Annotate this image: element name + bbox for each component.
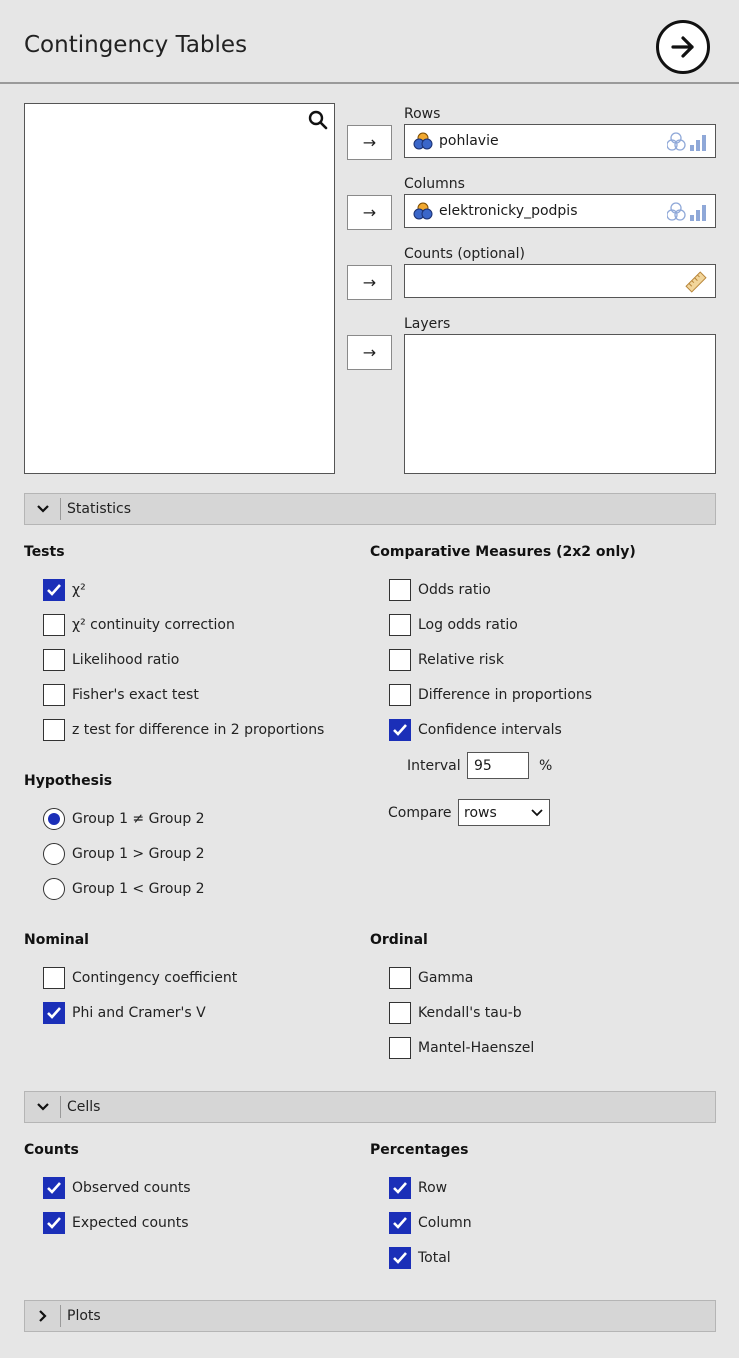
log-odds-ratio-option[interactable]: Log odds ratio: [389, 613, 592, 637]
checkbox-checked[interactable]: [43, 579, 65, 601]
ordinal-group: [389, 966, 534, 1060]
checkbox[interactable]: [43, 649, 65, 671]
plots-section-header[interactable]: [24, 1300, 716, 1332]
nominal-variable-icon: [413, 132, 433, 150]
radio[interactable]: [43, 878, 65, 900]
chevron-down-icon: [531, 809, 543, 817]
arrow-right-circle-icon: [668, 32, 698, 62]
observed-counts-option[interactable]: Observed counts: [43, 1176, 191, 1200]
statistics-section-header[interactable]: [24, 493, 716, 525]
header-divider: [0, 82, 739, 84]
hypothesis-not-equal-option[interactable]: Group 1 ≠ Group 2: [43, 807, 205, 831]
percentages-title: Percentages: [370, 1142, 469, 1158]
checkbox[interactable]: [389, 1037, 411, 1059]
allowed-types-icon: [667, 201, 709, 223]
checkbox[interactable]: [389, 579, 411, 601]
columns-label: Columns: [404, 176, 465, 192]
mantel-haenszel-option[interactable]: Mantel-Haenszel: [389, 1036, 534, 1060]
allowed-types-icon: [667, 131, 709, 153]
ruler-icon: [685, 271, 707, 293]
fishers-exact-option[interactable]: Fisher's exact test: [43, 683, 324, 707]
counts-group: [43, 1176, 191, 1235]
expected-counts-option[interactable]: Expected counts: [43, 1211, 191, 1235]
comparative-title: Comparative Measures (2x2 only): [370, 544, 636, 560]
z-test-option[interactable]: z test for difference in 2 proportions: [43, 718, 324, 742]
plots-section-label: Plots: [67, 1308, 101, 1324]
nominal-group: [43, 966, 237, 1025]
chevron-down-icon: [25, 498, 61, 520]
hypothesis-greater-option[interactable]: Group 1 > Group 2: [43, 842, 205, 866]
checkbox-checked[interactable]: [389, 1247, 411, 1269]
counts-title: Counts: [24, 1142, 79, 1158]
variable-list[interactable]: [24, 103, 335, 474]
relative-risk-option[interactable]: Relative risk: [389, 648, 592, 672]
radio-selected[interactable]: [43, 808, 65, 830]
checkbox-checked[interactable]: [43, 1212, 65, 1234]
total-percentage-option[interactable]: Total: [389, 1246, 472, 1270]
compare-select[interactable]: rows: [458, 799, 550, 826]
columns-value: elektronicky_podpis: [439, 203, 578, 219]
rows-value: pohlavie: [439, 133, 499, 149]
hypothesis-less-option[interactable]: Group 1 < Group 2: [43, 877, 205, 901]
interval-unit: %: [539, 758, 553, 774]
arrow-right-icon: →: [362, 133, 377, 152]
arrow-right-icon: →: [362, 273, 377, 292]
page-title: Contingency Tables: [24, 32, 248, 58]
interval-label: Interval: [407, 758, 461, 774]
compare-label: Compare: [388, 805, 452, 821]
checkbox[interactable]: [389, 614, 411, 636]
phi-cramers-v-option[interactable]: Phi and Cramer's V: [43, 1001, 237, 1025]
counts-field[interactable]: [404, 264, 716, 298]
chevron-right-icon: [25, 1305, 61, 1327]
ordinal-title: Ordinal: [370, 932, 428, 948]
chi-square-option[interactable]: χ²: [43, 578, 324, 602]
checkbox[interactable]: [43, 684, 65, 706]
statistics-section-label: Statistics: [67, 501, 131, 517]
checkbox-checked[interactable]: [389, 1212, 411, 1234]
chevron-down-icon: [25, 1096, 61, 1118]
checkbox[interactable]: [389, 684, 411, 706]
hypothesis-title: Hypothesis: [24, 773, 113, 789]
checkbox[interactable]: [389, 1002, 411, 1024]
nominal-variable-icon: [413, 202, 433, 220]
checkbox[interactable]: [389, 967, 411, 989]
layers-box[interactable]: [404, 334, 716, 474]
row-percentage-option[interactable]: Row: [389, 1176, 472, 1200]
nominal-title: Nominal: [24, 932, 89, 948]
difference-proportions-option[interactable]: Difference in proportions: [389, 683, 592, 707]
percentages-group: [389, 1176, 472, 1270]
tests-title: Tests: [24, 544, 65, 560]
arrow-right-icon: →: [362, 343, 377, 362]
checkbox[interactable]: [43, 967, 65, 989]
checkbox[interactable]: [43, 614, 65, 636]
columns-field[interactable]: [404, 194, 716, 228]
move-to-layers-button[interactable]: [347, 335, 392, 370]
checkbox-checked[interactable]: [43, 1177, 65, 1199]
rows-label: Rows: [404, 106, 441, 122]
comparative-group: [389, 578, 592, 742]
checkbox-checked[interactable]: [43, 1002, 65, 1024]
rows-field[interactable]: [404, 124, 716, 158]
run-button[interactable]: [656, 20, 710, 74]
checkbox[interactable]: [43, 719, 65, 741]
checkbox-checked[interactable]: [389, 1177, 411, 1199]
checkbox[interactable]: [389, 649, 411, 671]
arrow-right-icon: →: [362, 203, 377, 222]
cells-section-label: Cells: [67, 1099, 101, 1115]
move-to-counts-button[interactable]: [347, 265, 392, 300]
move-to-rows-button[interactable]: [347, 125, 392, 160]
tests-group: [43, 578, 324, 742]
likelihood-ratio-option[interactable]: Likelihood ratio: [43, 648, 324, 672]
odds-ratio-option[interactable]: Odds ratio: [389, 578, 592, 602]
radio[interactable]: [43, 843, 65, 865]
column-percentage-option[interactable]: Column: [389, 1211, 472, 1235]
confidence-intervals-option[interactable]: Confidence intervals: [389, 718, 592, 742]
chi-square-continuity-option[interactable]: χ² continuity correction: [43, 613, 324, 637]
counts-label: Counts (optional): [404, 246, 525, 262]
cells-section-header[interactable]: [24, 1091, 716, 1123]
interval-input[interactable]: 95: [467, 752, 529, 779]
search-icon[interactable]: [308, 110, 328, 130]
gamma-option[interactable]: Gamma: [389, 966, 534, 990]
move-to-columns-button[interactable]: [347, 195, 392, 230]
contingency-coefficient-option[interactable]: Contingency coefficient: [43, 966, 237, 990]
layers-label: Layers: [404, 316, 451, 332]
checkbox-checked[interactable]: [389, 719, 411, 741]
hypothesis-group: [43, 807, 205, 901]
kendalls-tau-b-option[interactable]: Kendall's tau-b: [389, 1001, 534, 1025]
